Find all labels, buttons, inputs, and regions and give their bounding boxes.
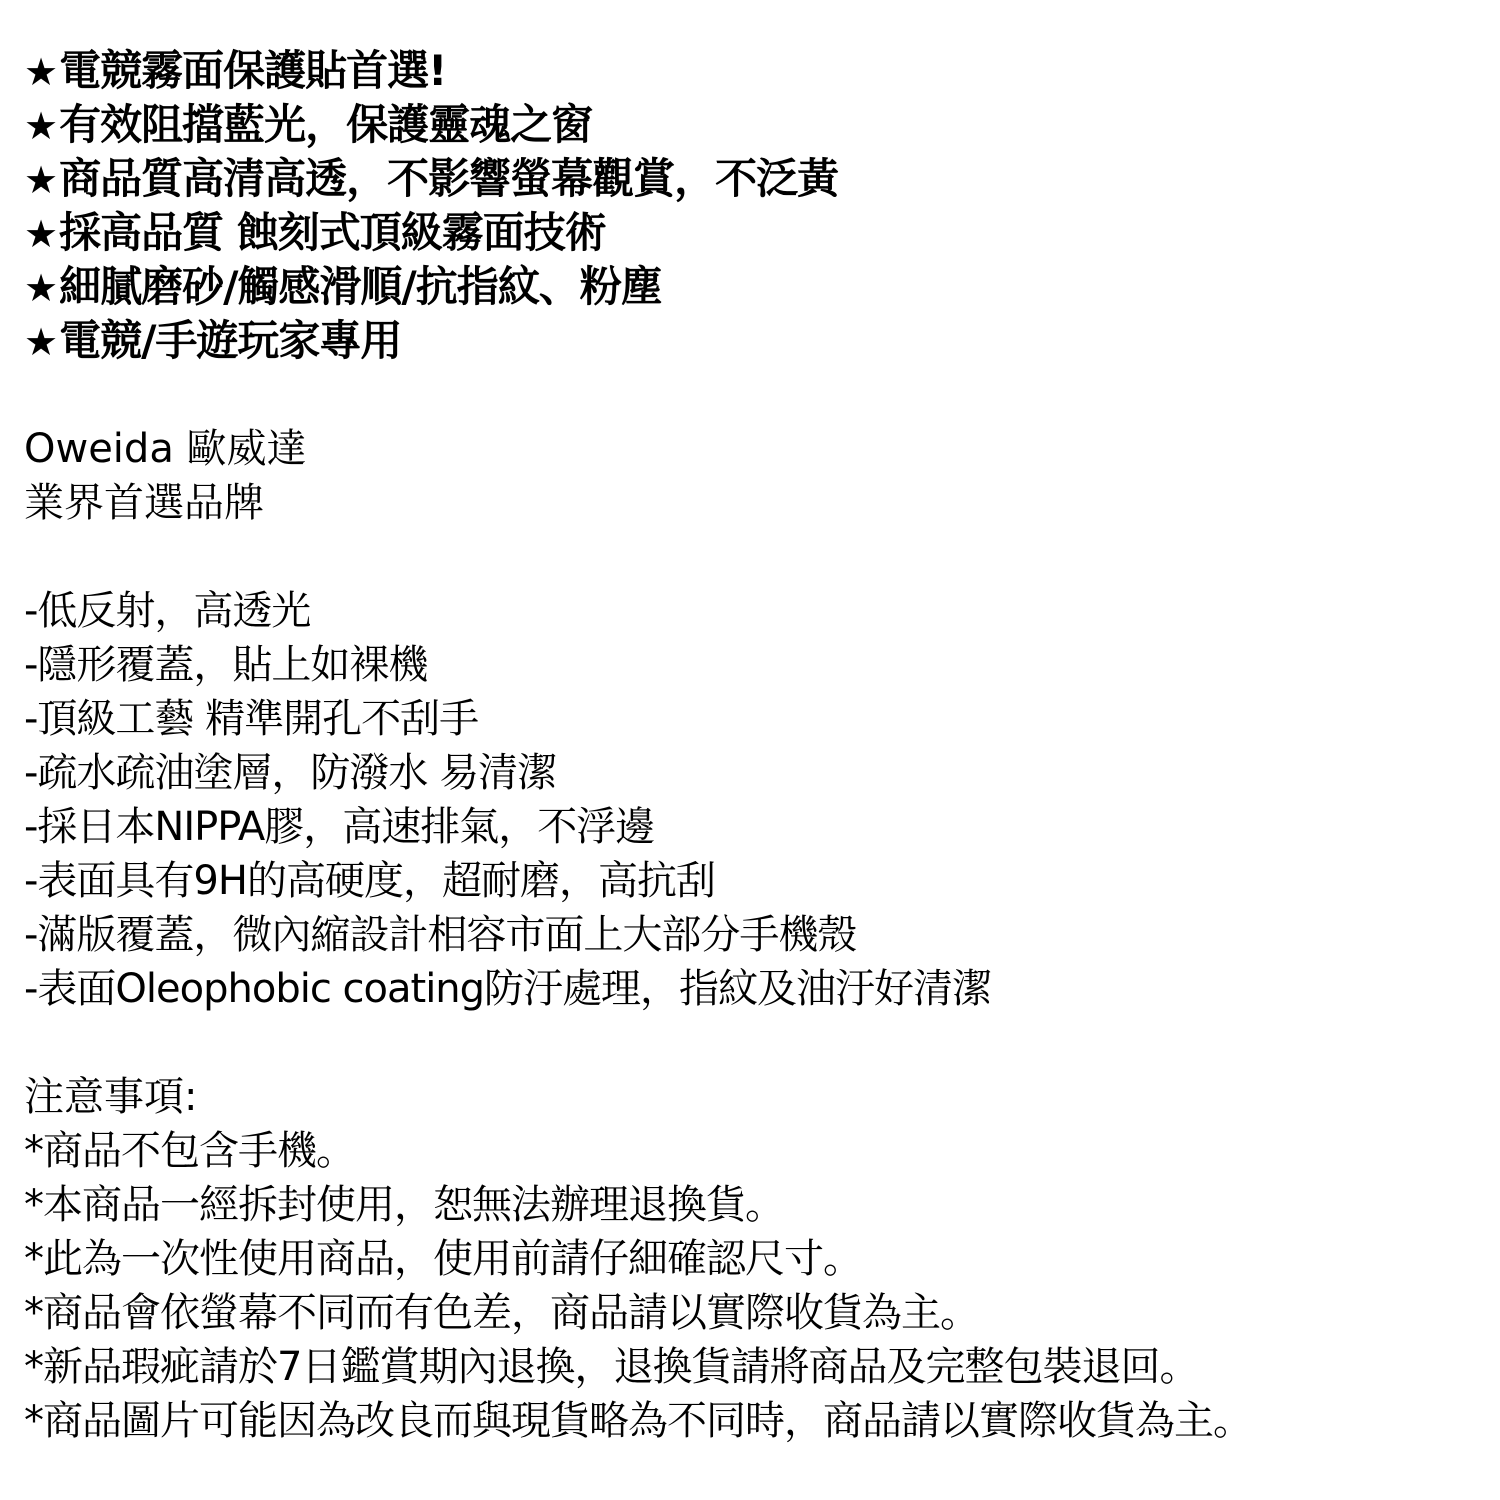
feature-item [24, 152, 1474, 206]
feature-text: 採高品質 蝕刻式頂級霧面技術 [59, 208, 606, 257]
brand-block [24, 422, 1474, 530]
star-icon: ★ [24, 266, 58, 310]
feature-item [24, 206, 1474, 260]
product-description [24, 44, 1474, 1448]
brand-name: Oweida 歐威達 [24, 426, 307, 472]
note-item: *商品不包含手機。 [24, 1128, 355, 1174]
feature-text: 電競/手遊玩家專用 [59, 316, 402, 365]
star-icon: ★ [24, 50, 58, 94]
feature-text: 細膩磨砂/觸感滑順/抗指紋、粉塵 [59, 262, 662, 311]
star-icon: ★ [24, 320, 58, 364]
feature-item [24, 44, 1474, 98]
note-item: *商品圖片可能因為改良而與現貨略為不同時，商品請以實際收貨為主。 [24, 1398, 1252, 1444]
note-item: *商品會依螢幕不同而有色差，商品請以實際收貨為主。 [24, 1290, 979, 1336]
spec-item: -採日本NIPPA膠，高速排氣，不浮邊 [24, 804, 655, 850]
star-icon: ★ [24, 158, 58, 202]
feature-text: 商品質高清高透，不影響螢幕觀賞，不泛黃 [59, 154, 839, 203]
note-item: *此為一次性使用商品，使用前請仔細確認尺寸。 [24, 1236, 862, 1282]
spec-item: -表面具有9H的高硬度，超耐磨，高抗刮 [24, 858, 715, 904]
feature-text: 電競霧面保護貼首選! [59, 46, 447, 95]
spec-list [24, 584, 1474, 1016]
spec-item: -隱形覆蓋，貼上如裸機 [24, 642, 428, 688]
star-icon: ★ [24, 212, 58, 256]
spec-item: -疏水疏油塗層，防潑水 易清潔 [24, 750, 557, 796]
spec-item: -滿版覆蓋，微內縮設計相容市面上大部分手機殼 [24, 912, 857, 958]
notes-list [24, 1124, 1474, 1448]
feature-item [24, 260, 1474, 314]
feature-item [24, 314, 1474, 368]
feature-text: 有效阻擋藍光，保護靈魂之窗 [59, 100, 593, 149]
note-item: *本商品一經拆封使用，恕無法辦理退換貨。 [24, 1182, 784, 1228]
spec-item: -頂級工藝 精準開孔不刮手 [24, 696, 479, 742]
feature-item [24, 98, 1474, 152]
notes-heading: 注意事項: [24, 1074, 198, 1120]
spec-item: -低反射，高透光 [24, 588, 311, 634]
brand-tagline: 業界首選品牌 [24, 480, 264, 526]
note-item: *新品瑕疵請於7日鑑賞期內退換，退換貨請將商品及完整包裝退回。 [24, 1344, 1199, 1390]
spec-item: -表面Oleophobic coating防汙處理，指紋及油汙好清潔 [24, 966, 992, 1012]
feature-list [24, 44, 1474, 368]
star-icon: ★ [24, 104, 58, 148]
